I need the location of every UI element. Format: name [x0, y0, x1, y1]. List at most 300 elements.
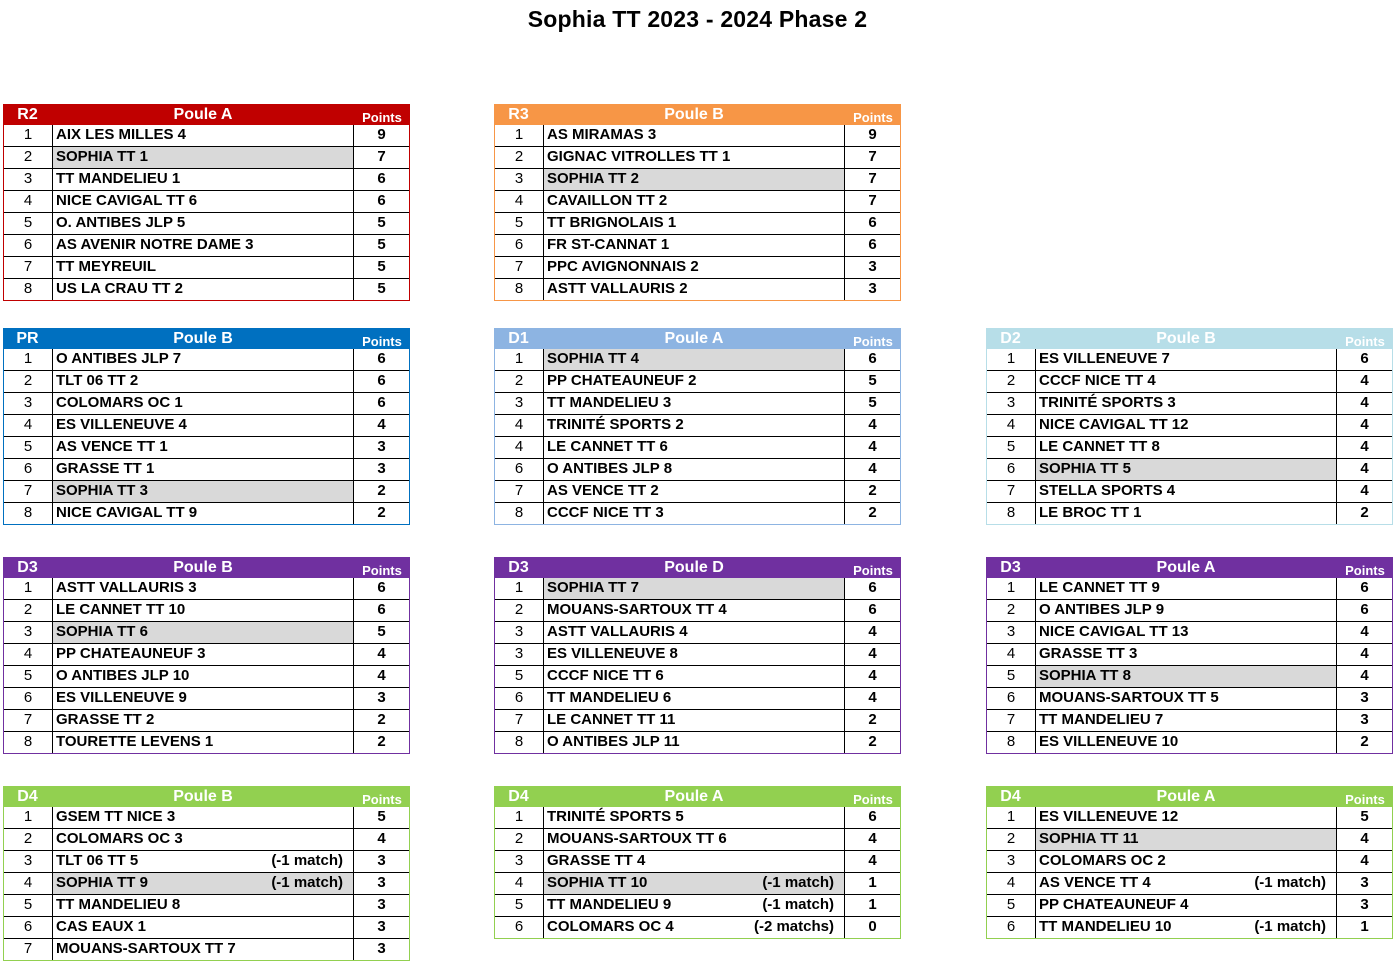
points-cell: 4 [1360, 623, 1369, 640]
standings-row [987, 481, 1392, 503]
poule-d3-a [986, 557, 1393, 754]
standings-table [3, 578, 410, 754]
standings-row [4, 688, 409, 710]
standings-row [495, 481, 900, 503]
division-label: D2 [1000, 329, 1021, 347]
standings-row [495, 437, 900, 459]
standings-row [495, 459, 900, 481]
standings-row [495, 169, 900, 191]
poule-d4-b [3, 786, 410, 961]
points-cell: 4 [868, 689, 877, 706]
points-cell: 3 [377, 940, 386, 957]
team-name: AS VENCE TT 2 [547, 482, 659, 499]
team-name: CAVAILLON TT 2 [547, 192, 668, 209]
rank-cell: 8 [514, 504, 524, 521]
team-name: STELLA SPORTS 4 [1039, 482, 1176, 499]
team-cell [543, 257, 845, 278]
team-name: COLOMARS OC 4 [547, 918, 674, 935]
standings-row [4, 644, 409, 666]
points-cell: 4 [1360, 460, 1369, 477]
team-name: ES VILLENEUVE 4 [56, 416, 187, 433]
points-cell: 6 [377, 192, 386, 209]
points-cell: 1 [868, 874, 877, 891]
team-cell [543, 829, 845, 850]
points-cell: 3 [1360, 896, 1369, 913]
poule-header [986, 557, 1393, 578]
rank-cell: 4 [23, 192, 33, 209]
points-header: Points [853, 333, 893, 349]
poule-r3-b [494, 104, 901, 301]
team-cell [543, 503, 845, 524]
team-cell [543, 600, 845, 621]
rank-cell: 8 [23, 733, 33, 750]
team-cell [52, 213, 354, 234]
team-name: SOPHIA TT 6 [56, 623, 148, 640]
standings-row [495, 503, 900, 525]
team-cell [52, 393, 354, 414]
standings-row [4, 481, 409, 503]
team-cell [52, 459, 354, 480]
standings-row [987, 371, 1392, 393]
team-cell [52, 829, 354, 850]
points-cell: 6 [868, 350, 877, 367]
poule-d3-d [494, 557, 901, 754]
rank-cell: 8 [514, 280, 524, 297]
points-cell: 4 [868, 852, 877, 869]
team-name: CAS EAUX 1 [56, 918, 147, 935]
points-cell: 4 [1360, 645, 1369, 662]
team-name: AIX LES MILLES 4 [56, 126, 187, 143]
points-header: Points [1345, 333, 1385, 349]
team-name: ASTT VALLAURIS 3 [56, 579, 197, 596]
rank-cell: 1 [514, 126, 524, 143]
points-cell: 3 [1360, 711, 1369, 728]
points-cell: 4 [868, 438, 877, 455]
standings-table [986, 578, 1393, 754]
poule-r2-a [3, 104, 410, 301]
rank-cell: 5 [514, 667, 524, 684]
team-name: TT MEYREUIL [56, 258, 156, 275]
team-cell [52, 622, 354, 643]
team-cell [52, 688, 354, 709]
standings-row [495, 393, 900, 415]
standings-row [495, 732, 900, 754]
team-name: ES VILLENEUVE 8 [547, 645, 678, 662]
rank-cell: 1 [1006, 579, 1016, 596]
points-cell: 2 [868, 504, 877, 521]
team-name: GRASSE TT 2 [56, 711, 155, 728]
standings-row [4, 622, 409, 644]
team-name: CCCF NICE TT 6 [547, 667, 664, 684]
team-name: TT MANDELIEU 9 [547, 896, 672, 913]
team-cell [1035, 829, 1337, 850]
points-cell: 4 [868, 667, 877, 684]
poule-name: Poule A [1156, 787, 1216, 805]
division-label: D3 [17, 558, 38, 576]
team-name: SOPHIA TT 4 [547, 350, 639, 367]
poule-name: Poule B [1156, 329, 1216, 347]
rank-cell: 2 [1006, 372, 1016, 389]
team-name: TT MANDELIEU 10 [1039, 918, 1172, 935]
standings-row [987, 895, 1392, 917]
rank-cell: 6 [1006, 918, 1016, 935]
points-cell: 6 [377, 579, 386, 596]
rank-cell: 4 [23, 645, 33, 662]
team-cell [52, 235, 354, 256]
match-note: (-1 match) [271, 874, 343, 891]
team-cell [1035, 644, 1337, 665]
rank-cell: 4 [23, 416, 33, 433]
match-note: (-2 matchs) [753, 918, 834, 935]
points-cell: 4 [377, 667, 386, 684]
team-name: O ANTIBES JLP 9 [1039, 601, 1165, 618]
standings-row [495, 666, 900, 688]
rank-cell: 2 [514, 830, 524, 847]
points-cell: 3 [868, 258, 877, 275]
division-label: R3 [508, 105, 529, 123]
team-name: TRINITÉ SPORTS 2 [547, 416, 684, 433]
team-name: TRINITÉ SPORTS 3 [1039, 394, 1176, 411]
rank-cell: 4 [514, 874, 524, 891]
standings-row [987, 349, 1392, 371]
rank-cell: 7 [514, 482, 524, 499]
poule-d4-a1 [494, 786, 901, 939]
poule-header [986, 328, 1393, 349]
team-cell [52, 644, 354, 665]
points-cell: 2 [377, 711, 386, 728]
team-cell [1035, 578, 1337, 599]
rank-cell: 3 [23, 852, 33, 869]
standings-row [4, 732, 409, 754]
points-header: Points [362, 109, 402, 125]
team-name: ES VILLENEUVE 7 [1039, 350, 1170, 367]
points-cell: 3 [377, 852, 386, 869]
poule-name: Poule B [664, 105, 724, 123]
points-header: Points [1345, 562, 1385, 578]
standings-row [495, 600, 900, 622]
points-cell: 2 [1360, 733, 1369, 750]
division-label: D3 [508, 558, 529, 576]
standings-row [4, 349, 409, 371]
poule-name: Poule D [664, 558, 724, 576]
team-cell [1035, 666, 1337, 687]
team-cell [1035, 503, 1337, 524]
team-cell [1035, 393, 1337, 414]
team-cell [1035, 688, 1337, 709]
team-cell [1035, 437, 1337, 458]
team-name: US LA CRAU TT 2 [56, 280, 183, 297]
rank-cell: 6 [514, 236, 524, 253]
poule-header [494, 328, 901, 349]
rank-cell: 5 [23, 667, 33, 684]
points-header: Points [853, 109, 893, 125]
points-cell: 3 [377, 460, 386, 477]
standings-row [4, 503, 409, 525]
team-cell [543, 917, 845, 938]
points-cell: 2 [377, 482, 386, 499]
rank-cell: 6 [23, 460, 33, 477]
team-name: TT MANDELIEU 7 [1039, 711, 1164, 728]
standings-row [987, 600, 1392, 622]
rank-cell: 1 [1006, 808, 1016, 825]
rank-cell: 3 [23, 394, 33, 411]
rank-cell: 2 [514, 601, 524, 618]
standings-row [495, 125, 900, 147]
team-name: AS AVENIR NOTRE DAME 3 [56, 236, 254, 253]
standings-row [4, 235, 409, 257]
team-name: GRASSE TT 4 [547, 852, 646, 869]
team-name: TT MANDELIEU 1 [56, 170, 181, 187]
standings-row [4, 437, 409, 459]
team-cell [52, 917, 354, 938]
standings-row [495, 191, 900, 213]
team-cell [543, 644, 845, 665]
rank-cell: 1 [514, 350, 524, 367]
standings-row [495, 917, 900, 939]
rank-cell: 6 [514, 460, 524, 477]
rank-cell: 5 [514, 214, 524, 231]
rank-cell: 3 [1006, 852, 1016, 869]
points-cell: 3 [377, 896, 386, 913]
team-cell [52, 851, 354, 872]
team-name: TT MANDELIEU 6 [547, 689, 672, 706]
standings-row [4, 829, 409, 851]
standings-row [4, 459, 409, 481]
points-cell: 4 [1360, 416, 1369, 433]
points-cell: 0 [868, 918, 877, 935]
team-name: SOPHIA TT 7 [547, 579, 639, 596]
standings-row [495, 644, 900, 666]
team-name: TT MANDELIEU 8 [56, 896, 181, 913]
team-cell [1035, 600, 1337, 621]
rank-cell: 1 [23, 350, 33, 367]
points-cell: 5 [868, 372, 877, 389]
points-cell: 6 [868, 808, 877, 825]
team-name: TT BRIGNOLAIS 1 [547, 214, 677, 231]
team-name: SOPHIA TT 9 [56, 874, 148, 891]
team-name: GIGNAC VITROLLES TT 1 [547, 148, 731, 165]
team-cell [52, 578, 354, 599]
points-cell: 6 [377, 372, 386, 389]
rank-cell: 2 [23, 830, 33, 847]
standings-row [987, 807, 1392, 829]
standings-row [987, 622, 1392, 644]
rank-cell: 3 [514, 394, 524, 411]
rank-cell: 1 [23, 126, 33, 143]
team-name: TLT 06 TT 2 [56, 372, 139, 389]
points-cell: 4 [1360, 482, 1369, 499]
poule-d2-b [986, 328, 1393, 525]
rank-cell: 5 [514, 896, 524, 913]
team-cell [543, 578, 845, 599]
team-name: LE BROC TT 1 [1039, 504, 1142, 521]
page-title: Sophia TT 2023 - 2024 Phase 2 [527, 6, 868, 32]
rank-cell: 4 [1006, 416, 1016, 433]
rank-cell: 7 [23, 940, 33, 957]
team-name: AS VENCE TT 4 [1039, 874, 1151, 891]
standings-row [4, 851, 409, 873]
points-cell: 4 [868, 645, 877, 662]
points-cell: 5 [1360, 808, 1369, 825]
points-cell: 6 [377, 394, 386, 411]
poule-d1-a [494, 328, 901, 525]
team-name: GSEM TT NICE 3 [56, 808, 176, 825]
team-name: ES VILLENEUVE 12 [1039, 808, 1179, 825]
standings-row [4, 600, 409, 622]
standings-row [987, 415, 1392, 437]
points-cell: 7 [868, 148, 877, 165]
rank-cell: 8 [514, 733, 524, 750]
standings-table [986, 349, 1393, 525]
standings-row [495, 257, 900, 279]
rank-cell: 6 [514, 689, 524, 706]
team-cell [1035, 349, 1337, 370]
standings-row [4, 666, 409, 688]
standings-row [987, 437, 1392, 459]
points-cell: 5 [377, 808, 386, 825]
rank-cell: 3 [23, 170, 33, 187]
team-cell [52, 437, 354, 458]
team-cell [52, 503, 354, 524]
standings-row [987, 503, 1392, 525]
standings-row [4, 873, 409, 895]
team-cell [543, 349, 845, 370]
rank-cell: 2 [1006, 601, 1016, 618]
standings-row [495, 349, 900, 371]
points-header: Points [362, 333, 402, 349]
team-cell [543, 147, 845, 168]
rank-cell: 1 [514, 808, 524, 825]
rank-cell: 7 [23, 482, 33, 499]
standings-row [4, 257, 409, 279]
standings-row [987, 917, 1392, 939]
poule-name: Poule B [173, 787, 233, 805]
standings-row [4, 895, 409, 917]
team-cell [1035, 371, 1337, 392]
team-cell [52, 481, 354, 502]
points-cell: 2 [868, 733, 877, 750]
rank-cell: 5 [1006, 667, 1016, 684]
team-cell [543, 437, 845, 458]
team-name: TLT 06 TT 5 [56, 852, 139, 869]
rank-cell: 3 [1006, 394, 1016, 411]
team-cell [543, 481, 845, 502]
standings-table [986, 807, 1393, 939]
team-cell [52, 895, 354, 916]
team-name: GRASSE TT 3 [1039, 645, 1138, 662]
team-cell [52, 807, 354, 828]
rank-cell: 8 [23, 504, 33, 521]
team-name: ASTT VALLAURIS 2 [547, 280, 688, 297]
rank-cell: 3 [514, 623, 524, 640]
standings-row [495, 873, 900, 895]
team-cell [52, 600, 354, 621]
points-cell: 6 [868, 601, 877, 618]
standings-row [4, 371, 409, 393]
points-cell: 4 [377, 416, 386, 433]
team-cell [543, 732, 845, 753]
team-name: O. ANTIBES JLP 5 [56, 214, 186, 231]
points-cell: 3 [1360, 874, 1369, 891]
poule-header [3, 328, 410, 349]
standings-row [4, 279, 409, 301]
team-name: MOUANS-SARTOUX TT 6 [547, 830, 727, 847]
rank-cell: 8 [23, 280, 33, 297]
standings-row [4, 191, 409, 213]
points-cell: 6 [1360, 601, 1369, 618]
points-cell: 9 [377, 126, 386, 143]
team-cell [1035, 873, 1337, 894]
team-name: SOPHIA TT 1 [56, 148, 148, 165]
poule-name: Poule A [173, 105, 233, 123]
match-note: (-1 match) [271, 852, 343, 869]
points-cell: 7 [868, 170, 877, 187]
rank-cell: 1 [1006, 350, 1016, 367]
team-name: SOPHIA TT 11 [1039, 830, 1139, 847]
poule-d3-b [3, 557, 410, 754]
points-cell: 4 [868, 623, 877, 640]
points-cell: 4 [377, 645, 386, 662]
poule-header [494, 786, 901, 807]
poule-name: Poule B [173, 329, 233, 347]
standings-row [987, 688, 1392, 710]
team-cell [52, 371, 354, 392]
division-label: R2 [17, 105, 38, 123]
points-cell: 6 [868, 579, 877, 596]
team-cell [1035, 459, 1337, 480]
rank-cell: 5 [23, 896, 33, 913]
poule-header [494, 104, 901, 125]
rank-cell: 7 [23, 711, 33, 728]
team-cell [543, 279, 845, 300]
rank-cell: 6 [23, 918, 33, 935]
team-cell [52, 125, 354, 146]
points-cell: 4 [868, 830, 877, 847]
team-cell [543, 125, 845, 146]
match-note: (-1 match) [762, 874, 834, 891]
rank-cell: 6 [514, 918, 524, 935]
team-cell [52, 873, 354, 894]
team-name: ES VILLENEUVE 10 [1039, 733, 1179, 750]
team-name: MOUANS-SARTOUX TT 7 [56, 940, 236, 957]
rank-cell: 6 [23, 689, 33, 706]
standings-row [495, 829, 900, 851]
team-cell [1035, 917, 1337, 938]
team-name: LE CANNET TT 10 [56, 601, 186, 618]
standings-row [4, 415, 409, 437]
rank-cell: 2 [23, 372, 33, 389]
poule-name: Poule A [664, 787, 724, 805]
team-cell [543, 688, 845, 709]
points-cell: 2 [377, 504, 386, 521]
standings-row [987, 666, 1392, 688]
team-name: NICE CAVIGAL TT 13 [1039, 623, 1189, 640]
team-cell [543, 415, 845, 436]
points-cell: 6 [868, 236, 877, 253]
team-cell [543, 873, 845, 894]
standings-row [495, 279, 900, 301]
team-cell [52, 415, 354, 436]
standings-row [4, 578, 409, 600]
points-cell: 3 [377, 438, 386, 455]
team-name: SOPHIA TT 5 [1039, 460, 1131, 477]
division-label: D1 [508, 329, 529, 347]
team-cell [543, 393, 845, 414]
team-name: MOUANS-SARTOUX TT 5 [1039, 689, 1219, 706]
standings-row [4, 393, 409, 415]
points-cell: 4 [1360, 394, 1369, 411]
team-name: PP CHATEAUNEUF 4 [1039, 896, 1189, 913]
